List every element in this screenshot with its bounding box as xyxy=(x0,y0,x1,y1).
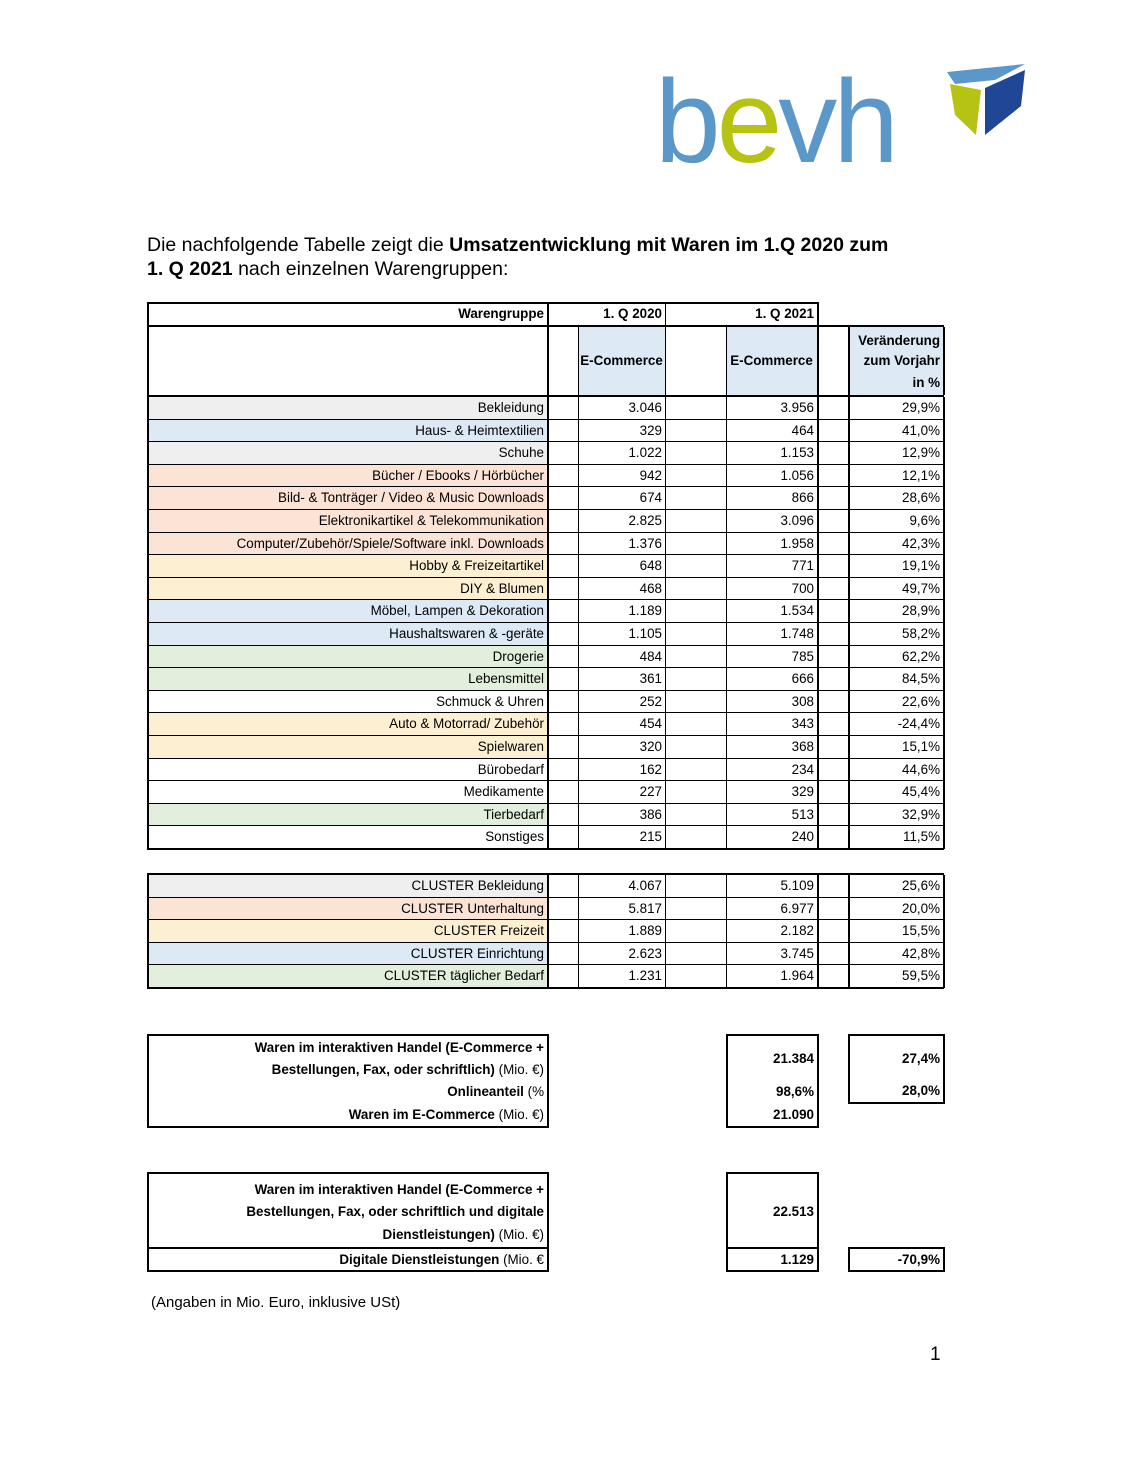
table-rule xyxy=(848,327,850,395)
row-label: Bücher / Ebooks / Hörbücher xyxy=(147,465,547,488)
summary1-value: 21.384 xyxy=(773,1051,814,1066)
row-change: 62,2% xyxy=(902,648,940,664)
table-rule xyxy=(547,302,549,326)
row-value-2021: 308 xyxy=(791,693,814,709)
header-q2021: 1. Q 2021 xyxy=(755,306,814,321)
logo-letter-v: v xyxy=(778,60,834,175)
digital-value: 1.129 xyxy=(780,1252,814,1267)
row-value-2020: 1.022 xyxy=(628,445,662,461)
summary1-label-line1 xyxy=(147,1037,547,1059)
table-rule xyxy=(665,302,666,326)
table-rule xyxy=(848,1034,945,1036)
row-change: 32,9% xyxy=(902,806,940,822)
summary2-line3-unit: (Mio. €) xyxy=(494,1227,544,1242)
table-rule xyxy=(943,1034,945,1104)
row-label: Bekleidung xyxy=(147,397,547,420)
row-value-2021: 6.977 xyxy=(780,900,814,916)
row-value-2021: 3.745 xyxy=(780,945,814,961)
row-change: 42,3% xyxy=(902,535,940,551)
row-label: CLUSTER Unterhaltung xyxy=(147,898,547,921)
row-label: Möbel, Lampen & Dekoration xyxy=(147,600,547,623)
summary2-value: 22.513 xyxy=(773,1204,814,1219)
page-number: 1 xyxy=(930,1344,941,1365)
row-value-2020: 1.105 xyxy=(628,626,662,641)
summary1-line2-unit: (Mio. €) xyxy=(494,1062,544,1077)
row-value-2020: 2.623 xyxy=(628,945,662,961)
table-rule xyxy=(578,327,579,395)
row-value-2020: 1.376 xyxy=(628,535,662,551)
row-change: 19,1% xyxy=(902,558,940,574)
table-rule xyxy=(547,397,549,849)
summary1-label-line2 xyxy=(147,1059,547,1081)
row-label: DIY & Blumen xyxy=(147,578,547,601)
row-value-2020: 454 xyxy=(639,716,662,732)
row-value-2021: 3.956 xyxy=(780,400,814,415)
row-label: Computer/Zubehör/Spiele/Software inkl. Downloads xyxy=(147,533,547,556)
row-label: Medikamente xyxy=(147,781,547,804)
summary2-label-line2 xyxy=(147,1201,547,1223)
table-rule xyxy=(665,875,666,988)
subheader-change-2: zum Vorjahr xyxy=(848,350,943,372)
summary1-change: 27,4% xyxy=(902,1051,940,1066)
online-value: 98,6% xyxy=(776,1084,814,1099)
table-rule xyxy=(578,875,579,988)
subheader-change-1: Veränderung xyxy=(848,327,943,350)
summary1-online-label xyxy=(147,1081,547,1103)
row-value-2021: 513 xyxy=(791,806,814,822)
row-change: 15,1% xyxy=(902,739,940,754)
summary2-line2: Bestellungen, Fax, oder schriftlich und digitale xyxy=(246,1204,544,1219)
row-value-2020: 386 xyxy=(639,806,662,822)
footnote: (Angaben in Mio. Euro, inklusive USt) xyxy=(151,1294,401,1311)
table-rule xyxy=(147,1270,549,1272)
row-change: 12,9% xyxy=(902,445,940,461)
row-change: 11,5% xyxy=(903,829,940,845)
table-rule xyxy=(578,397,579,849)
table-rule xyxy=(547,327,549,395)
row-value-2021: 866 xyxy=(791,490,814,506)
logo-letter-e: e xyxy=(716,60,779,175)
row-change: 45,4% xyxy=(902,784,940,800)
table-rule xyxy=(817,1034,819,1128)
svg-text:bevh xyxy=(655,60,895,175)
table-rule xyxy=(726,1034,819,1036)
row-value-2021: 343 xyxy=(791,716,814,732)
row-value-2021: 2.182 xyxy=(780,923,814,939)
table-rule xyxy=(817,1172,819,1272)
row-label: Lebensmittel xyxy=(147,668,547,691)
row-change: 9,6% xyxy=(909,513,940,528)
row-change: 58,2% xyxy=(902,626,940,641)
row-label: Haushaltswaren & -geräte xyxy=(147,623,547,646)
subheader-ecommerce-2020: E-Commerce xyxy=(578,327,665,395)
row-change: 28,9% xyxy=(902,603,940,619)
row-label: Sonstiges xyxy=(147,826,547,849)
ecom-label-bold: Waren im E-Commerce xyxy=(348,1107,495,1122)
table-rule xyxy=(943,397,945,849)
row-change: 20,0% xyxy=(902,900,940,916)
row-value-2021: 1.958 xyxy=(780,535,814,551)
digital-change: -70,9% xyxy=(897,1252,940,1267)
digital-label-bold: Digitale Dienstleistungen xyxy=(339,1252,500,1267)
row-label: Elektronikartikel & Telekommunikation xyxy=(147,510,547,533)
row-change: 22,6% xyxy=(902,693,940,709)
table-rule xyxy=(726,1126,819,1128)
logo-letter-h: h xyxy=(833,60,895,175)
row-value-2020: 1.189 xyxy=(628,603,662,619)
logo-letter-b: b xyxy=(655,60,717,175)
row-change: 12,1% xyxy=(902,467,940,483)
table-rule xyxy=(665,397,666,849)
row-value-2021: 464 xyxy=(791,422,814,438)
row-value-2020: 484 xyxy=(639,648,662,664)
row-label: CLUSTER Bekleidung xyxy=(147,875,547,898)
row-value-2020: 3.046 xyxy=(628,400,662,415)
table-rule xyxy=(547,1172,549,1272)
row-value-2020: 162 xyxy=(639,761,662,777)
online-label: Onlineanteil xyxy=(447,1084,524,1099)
intro-part1: Die nachfolgende Tabelle zeigt die xyxy=(147,234,450,256)
cube-icon xyxy=(947,64,1025,135)
summary2-label-line3 xyxy=(147,1224,547,1246)
table-rule xyxy=(547,875,549,988)
table-rule xyxy=(726,875,727,988)
table-rule xyxy=(147,302,149,326)
header-warengruppe: Warengruppe xyxy=(458,306,544,321)
row-label: Schmuck & Uhren xyxy=(147,691,547,714)
row-change: 59,5% xyxy=(902,968,940,984)
online-suffix: (% xyxy=(523,1084,544,1099)
row-value-2020: 2.825 xyxy=(628,513,662,528)
table-rule xyxy=(147,302,817,304)
subheader-ecommerce-2021: E-Commerce xyxy=(726,327,817,395)
table-rule xyxy=(726,1270,819,1272)
bevh-logo xyxy=(655,60,1035,175)
summary2-line3-bold: Dienstleistungen) xyxy=(382,1227,495,1242)
ecom-label-unit: (Mio. €) xyxy=(494,1107,544,1122)
table-rule xyxy=(817,302,819,326)
row-value-2021: 666 xyxy=(791,671,814,687)
row-value-2020: 320 xyxy=(639,739,662,754)
row-value-2021: 240 xyxy=(791,829,814,845)
row-value-2021: 1.534 xyxy=(780,603,814,619)
row-value-2020: 942 xyxy=(639,467,662,483)
row-label: CLUSTER täglicher Bedarf xyxy=(147,965,547,988)
table-rule xyxy=(817,397,819,849)
table-rule xyxy=(848,875,850,988)
row-label: Auto & Motorrad/ Zubehör xyxy=(147,713,547,736)
summary1-line2-bold: Bestellungen, Fax, oder schriftlich) xyxy=(271,1062,495,1077)
table-rule xyxy=(817,875,819,988)
row-value-2021: 785 xyxy=(791,648,814,664)
row-value-2020: 252 xyxy=(639,693,662,709)
row-label: CLUSTER Einrichtung xyxy=(147,943,547,966)
table-rule xyxy=(848,1270,945,1272)
table-rule xyxy=(943,1247,945,1272)
table-rule xyxy=(848,1102,945,1104)
row-value-2021: 234 xyxy=(791,761,814,777)
table-rule xyxy=(848,397,850,849)
row-value-2020: 648 xyxy=(639,558,662,574)
digital-label-unit: (Mio. € xyxy=(499,1252,544,1267)
row-value-2020: 215 xyxy=(639,829,662,845)
table-rule xyxy=(943,327,945,395)
row-value-2020: 4.067 xyxy=(628,878,662,893)
summary1-line1: Waren im interaktiven Handel (E-Commerce + xyxy=(254,1040,544,1055)
table-rule xyxy=(817,327,819,395)
summary2-digital-label xyxy=(147,1249,547,1270)
intro-bold1: Umsatzentwicklung mit Waren im 1.Q 2020 zum xyxy=(449,234,889,256)
row-label: Tierbedarf xyxy=(147,804,547,827)
row-change: 49,7% xyxy=(902,580,940,596)
table-rule xyxy=(147,325,944,327)
table-rule xyxy=(147,327,149,395)
row-label: Drogerie xyxy=(147,646,547,669)
row-change: 42,8% xyxy=(902,945,940,961)
row-change: 25,6% xyxy=(902,878,940,893)
intro-bold2: 1. Q 2021 xyxy=(147,258,233,280)
row-label: CLUSTER Freizeit xyxy=(147,920,547,943)
summary2-line1: Waren im interaktiven Handel (E-Commerce + xyxy=(254,1182,544,1197)
table-rule xyxy=(726,397,727,849)
subheader-change-3: in % xyxy=(848,372,943,395)
row-change: 41,0% xyxy=(902,422,940,438)
online-change: 28,0% xyxy=(902,1083,940,1098)
row-change: 84,5% xyxy=(902,671,940,687)
row-change: 15,5% xyxy=(902,923,940,939)
row-value-2021: 700 xyxy=(791,580,814,596)
table-rule xyxy=(665,327,666,395)
table-rule xyxy=(147,1172,549,1174)
row-label: Hobby & Freizeitartikel xyxy=(147,555,547,578)
row-value-2021: 1.748 xyxy=(780,626,814,641)
row-change: -24,4% xyxy=(897,716,940,732)
row-value-2020: 5.817 xyxy=(628,900,662,916)
row-change: 29,9% xyxy=(902,400,940,415)
ecom-value: 21.090 xyxy=(773,1107,814,1122)
row-value-2021: 368 xyxy=(791,739,814,754)
row-value-2020: 468 xyxy=(639,580,662,596)
table-rule xyxy=(726,327,727,395)
table-rule xyxy=(147,1126,549,1128)
row-change: 44,6% xyxy=(902,761,940,777)
row-value-2021: 1.056 xyxy=(780,467,814,483)
row-value-2020: 329 xyxy=(639,422,662,438)
row-value-2021: 1.153 xyxy=(780,445,814,461)
row-value-2020: 227 xyxy=(639,784,662,800)
table-rule xyxy=(547,1034,549,1128)
intro-text xyxy=(147,233,947,281)
table-rule xyxy=(147,1034,549,1036)
row-value-2021: 1.964 xyxy=(780,968,814,984)
row-value-2020: 1.231 xyxy=(628,968,662,984)
row-value-2021: 3.096 xyxy=(780,513,814,528)
summary2-label-line1 xyxy=(147,1179,547,1201)
row-value-2020: 361 xyxy=(639,671,662,687)
row-label: Schuhe xyxy=(147,442,547,465)
table-rule xyxy=(147,397,149,849)
table-rule xyxy=(943,875,945,988)
row-change: 28,6% xyxy=(902,490,940,506)
row-value-2021: 5.109 xyxy=(780,878,814,893)
row-label: Haus- & Heimtextilien xyxy=(147,420,547,443)
intro-part2: nach einzelnen Warengruppen: xyxy=(232,258,509,280)
row-label: Bürobedarf xyxy=(147,759,547,782)
row-value-2020: 1.889 xyxy=(628,923,662,939)
row-value-2020: 674 xyxy=(639,490,662,506)
row-label: Spielwaren xyxy=(147,736,547,759)
row-value-2021: 329 xyxy=(791,784,814,800)
summary1-ecom-label xyxy=(147,1104,547,1126)
table-rule xyxy=(147,875,149,988)
row-label: Bild- & Tonträger / Video & Music Downloads xyxy=(147,487,547,510)
header-q2020: 1. Q 2020 xyxy=(603,306,662,321)
row-value-2021: 771 xyxy=(791,558,814,574)
table-rule xyxy=(147,848,944,850)
table-rule xyxy=(147,987,944,989)
